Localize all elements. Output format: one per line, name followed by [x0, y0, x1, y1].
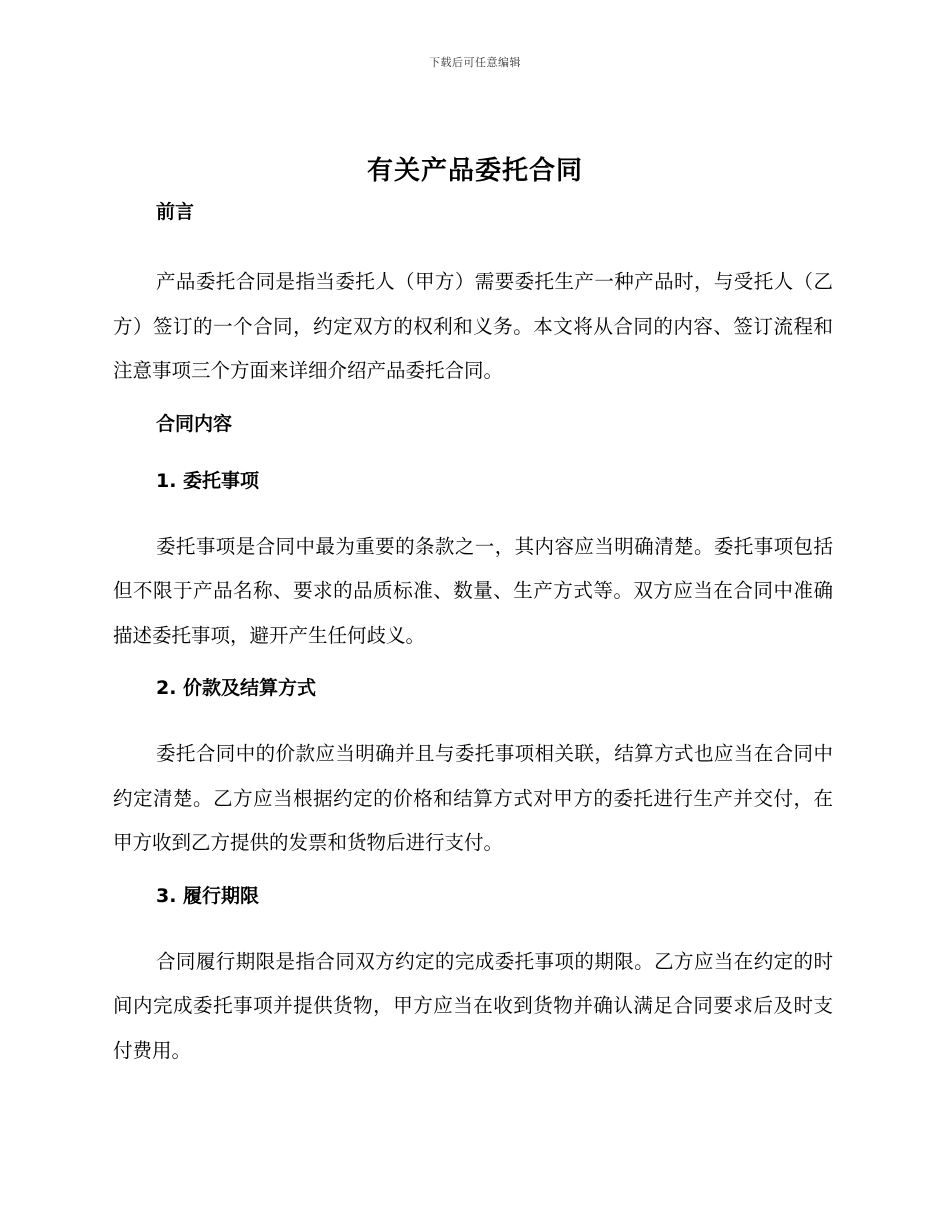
preface-heading: 前言 — [156, 201, 195, 223]
header-note: 下载后可任意编辑 — [429, 56, 521, 69]
contract-content-heading: 合同内容 — [156, 412, 233, 435]
item1-paragraph: 委托事项是合同中最为重要的条款之一，其内容应当明确清楚。委托事项包括但不限于产品名称、要求的品质标准、数量、生产方式等。双方应当在合同中准确描述委托事项，避开产生任何歧义。 — [113, 534, 833, 647]
item3-paragraph: 合同履行期限是指合同双方约定的完成委托事项的期限。乙方应当在约定的时间内完成委托事项并提供货物，甲方应当在收到货物并确认满足合同要求后及时支付费用。 — [113, 949, 833, 1062]
document-body — [113, 196, 833, 1073]
item2-paragraph: 委托合同中的价款应当明确并且与委托事项相关联，结算方式也应当在合同中约定清楚。乙方应当根据约定的价格和结算方式对甲方的委托进行生产并交付，在甲方收到乙方提供的发票和货物后进行支付。 — [113, 742, 833, 854]
document-title: 有关产品委托合同 — [366, 156, 583, 186]
item1-heading: 1. 委托事项 — [156, 469, 260, 492]
item3-heading: 3. 履行期限 — [156, 884, 260, 907]
preface-paragraph: 产品委托合同是指当委托人（甲方）需要委托生产一种产品时，与受托人（乙方）签订的一个合同，约定双方的权利和义务。本文将从合同的内容、签订流程和注意事项三个方面来详细介绍产品委托合同。 — [113, 270, 833, 382]
item2-heading: 2. 价款及结算方式 — [156, 677, 317, 699]
